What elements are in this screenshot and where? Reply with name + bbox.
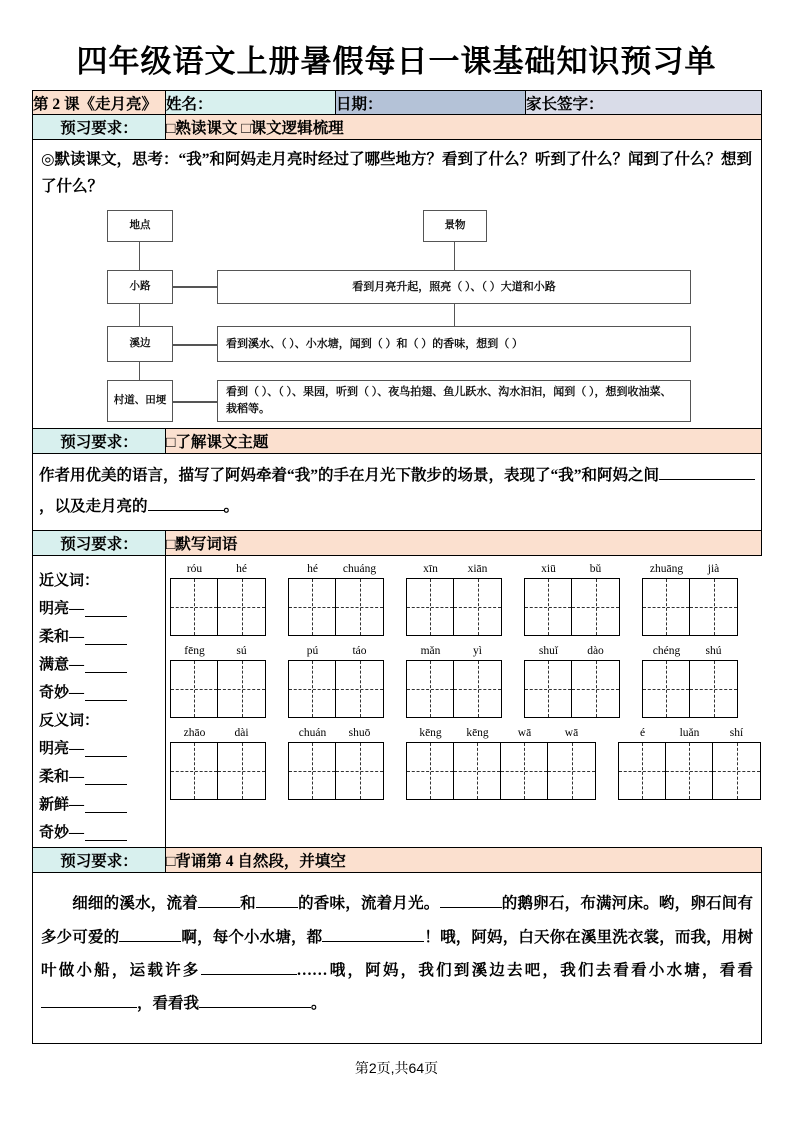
pinyin-syllable: zhāo bbox=[183, 727, 206, 740]
character-grid[interactable] bbox=[642, 578, 738, 636]
character-cell[interactable] bbox=[454, 743, 501, 799]
character-grid[interactable] bbox=[170, 742, 266, 800]
character-cell[interactable] bbox=[525, 579, 572, 635]
synonym-item-3 bbox=[39, 673, 165, 701]
pinyin-syllable: pú bbox=[306, 645, 319, 658]
character-grid[interactable] bbox=[170, 578, 266, 636]
pinyin-syllable: chéng bbox=[652, 645, 681, 658]
character-cell[interactable] bbox=[218, 579, 265, 635]
synonym-word-2: 满意— bbox=[39, 657, 85, 674]
character-cell[interactable] bbox=[407, 661, 454, 717]
antonym-word-2: 新鲜— bbox=[39, 797, 85, 814]
writing-grid-group bbox=[406, 725, 596, 800]
pinyin-syllable: kēng bbox=[419, 727, 442, 740]
req-items-3[interactable]: □默写词语 bbox=[166, 531, 762, 556]
diagram-cell bbox=[33, 140, 762, 429]
antonym-word-0: 明亮— bbox=[39, 741, 85, 758]
pinyin-syllable: dào bbox=[587, 645, 604, 658]
diagram-row bbox=[33, 140, 762, 429]
pinyin-syllable: luǎn bbox=[679, 727, 700, 740]
recite-blank-1[interactable] bbox=[198, 907, 240, 908]
theme-text-a: 作者用优美的语言，描写了阿妈牵着“我”的手在月光下散步的场景，表现了“我”和阿妈之间 bbox=[39, 467, 660, 485]
connector-row3-link bbox=[173, 401, 217, 402]
worksheet-table bbox=[32, 90, 762, 1044]
antonym-word-3: 奇妙— bbox=[39, 825, 85, 842]
character-grid[interactable] bbox=[288, 578, 384, 636]
pinyin-syllable: táo bbox=[352, 645, 367, 658]
diagram-scene-1: 看到月亮升起，照亮（ ）、（ ）大道和小路 bbox=[217, 270, 691, 304]
pinyin-syllable: yì bbox=[473, 645, 482, 658]
synonym-word-0: 明亮— bbox=[39, 601, 85, 618]
diagram-place-2: 溪边 bbox=[107, 326, 173, 362]
req-items-2[interactable]: □了解课文主题 bbox=[166, 429, 762, 454]
pinyin-syllable: wā bbox=[517, 727, 532, 740]
character-cell[interactable] bbox=[171, 579, 218, 635]
writing-grid-row bbox=[170, 561, 761, 641]
synonym-word-1: 柔和— bbox=[39, 629, 85, 646]
recite-passage bbox=[33, 873, 761, 1042]
pinyin-syllable: wā bbox=[564, 727, 579, 740]
writing-grid-group bbox=[524, 643, 620, 718]
character-grid[interactable] bbox=[406, 742, 596, 800]
parent-signature-field[interactable]: 家长签字： bbox=[526, 91, 762, 115]
pinyin-label bbox=[407, 643, 501, 660]
req-label-3: 预习要求： bbox=[33, 531, 166, 556]
synonym-word-3: 奇妙— bbox=[39, 685, 85, 702]
diagram-scene-3: 看到（ ）、（ ）、果园，听到（ ）、夜鸟拍翅、鱼儿跃水、沟水汩汩，闻到（ ），想到收油菜、栽稻等。 bbox=[217, 380, 691, 422]
requirement-row-4 bbox=[33, 848, 762, 873]
character-cell[interactable] bbox=[619, 743, 666, 799]
pinyin-label bbox=[643, 643, 737, 660]
character-cell[interactable] bbox=[572, 579, 619, 635]
requirement-row-1 bbox=[33, 115, 762, 140]
writing-grid-group bbox=[288, 561, 384, 636]
connector-scene-row2 bbox=[454, 304, 455, 326]
recite-p6: ！哦，阿妈，白天你在溪里洗衣裳，而我，用树叶做小船，运载许多 bbox=[41, 928, 753, 979]
character-cell[interactable] bbox=[572, 661, 619, 717]
character-cell[interactable] bbox=[548, 743, 595, 799]
pinyin-syllable: hé bbox=[307, 563, 318, 576]
pinyin-syllable: xīn bbox=[423, 563, 438, 576]
antonym-item-0 bbox=[39, 729, 165, 757]
pinyin-label bbox=[289, 725, 383, 742]
pinyin-syllable: zhuāng bbox=[649, 563, 684, 576]
writing-grid-group bbox=[618, 725, 761, 800]
requirement-row-3 bbox=[33, 531, 762, 556]
writing-grid-area bbox=[166, 556, 765, 847]
theme-row bbox=[33, 454, 762, 531]
recite-p7: ……哦，阿妈，我们到溪边去吧，我们去看看小水塘，看看 bbox=[296, 961, 753, 979]
synonym-antonym-list bbox=[33, 556, 166, 847]
character-cell[interactable] bbox=[525, 661, 572, 717]
writing-grid-group bbox=[406, 643, 502, 718]
pinyin-syllable: kēng bbox=[466, 727, 489, 740]
character-cell[interactable] bbox=[336, 579, 383, 635]
synonym-item-1 bbox=[39, 617, 165, 645]
page-footer: 第2页,共64页 bbox=[354, 1059, 439, 1076]
character-grid[interactable] bbox=[170, 660, 266, 718]
character-cell[interactable] bbox=[289, 579, 336, 635]
synonym-blank-2[interactable] bbox=[85, 657, 127, 673]
lesson-cell: 第 2 课《走月亮》 bbox=[33, 91, 166, 115]
writing-grid-group bbox=[642, 643, 738, 718]
req-label-1: 预习要求： bbox=[33, 115, 166, 140]
pinyin-syllable: chuán bbox=[298, 727, 327, 740]
req-label-2: 预习要求： bbox=[33, 429, 166, 454]
recite-blank-2[interactable] bbox=[256, 907, 298, 908]
character-cell[interactable] bbox=[713, 743, 760, 799]
character-grid[interactable] bbox=[288, 742, 384, 800]
character-cell[interactable] bbox=[171, 661, 218, 717]
recite-p2: 和 bbox=[239, 895, 256, 913]
character-cell[interactable] bbox=[690, 579, 737, 635]
character-grid[interactable] bbox=[618, 742, 761, 800]
pinyin-syllable: chuáng bbox=[342, 563, 377, 576]
writing-grid-group bbox=[288, 643, 384, 718]
recite-p4: 的鹅卵石，布满河床。哟，卵石间有多少可爱的 bbox=[41, 895, 753, 946]
recite-blank-7[interactable] bbox=[41, 1007, 137, 1008]
pinyin-syllable: jià bbox=[707, 563, 720, 576]
writing-grid-group bbox=[642, 561, 738, 636]
character-cell[interactable] bbox=[643, 661, 690, 717]
recite-p1: 细细的溪水，流着 bbox=[72, 895, 198, 913]
page-title: 四年级语文上册暑假每日一课基础知识预习单 bbox=[76, 44, 717, 79]
character-grid[interactable] bbox=[288, 660, 384, 718]
pinyin-label bbox=[407, 725, 595, 742]
character-cell[interactable] bbox=[690, 661, 737, 717]
recite-cell bbox=[33, 873, 762, 1043]
character-cell[interactable] bbox=[666, 743, 713, 799]
synonym-title: 近义词： bbox=[39, 573, 100, 590]
antonym-title: 反义词： bbox=[39, 713, 100, 730]
theme-blank-2[interactable] bbox=[148, 510, 224, 511]
theme-text-b: ，以及走月亮的 bbox=[39, 498, 148, 516]
recite-blank-6[interactable] bbox=[201, 974, 297, 975]
diagram-scene-2: 看到溪水、（ ）、小水塘，闻到（ ）和（ ）的香味，想到（ ） bbox=[217, 326, 691, 362]
pinyin-syllable: hé bbox=[236, 563, 247, 576]
pinyin-syllable: dài bbox=[234, 727, 249, 740]
character-grid[interactable] bbox=[642, 660, 738, 718]
diagram-place-3: 村道、田埂 bbox=[107, 380, 173, 422]
pinyin-syllable: mǎn bbox=[420, 645, 441, 658]
synonym-blank-0[interactable] bbox=[85, 601, 127, 617]
writing-grid-group bbox=[288, 725, 384, 800]
pinyin-label bbox=[619, 725, 760, 742]
header-row bbox=[33, 91, 762, 115]
character-cell[interactable] bbox=[407, 579, 454, 635]
theme-text-c: 。 bbox=[223, 498, 240, 516]
pinyin-syllable: shí bbox=[729, 727, 744, 740]
theme-cell bbox=[33, 454, 762, 531]
character-cell[interactable] bbox=[289, 661, 336, 717]
writing-grid-group bbox=[170, 561, 266, 636]
character-cell[interactable] bbox=[289, 743, 336, 799]
pinyin-label bbox=[289, 643, 383, 660]
date-field[interactable]: 日期： bbox=[336, 91, 526, 115]
req-items-4[interactable]: □背诵第 4 自然段，并填空 bbox=[166, 848, 762, 873]
pinyin-label bbox=[407, 561, 501, 578]
theme-blank-1[interactable] bbox=[659, 479, 755, 480]
pinyin-label bbox=[525, 561, 619, 578]
connector-scene-row1 bbox=[454, 242, 455, 270]
recite-p9: 。 bbox=[311, 995, 327, 1013]
pinyin-syllable: xiān bbox=[467, 563, 488, 576]
character-cell[interactable] bbox=[501, 743, 548, 799]
theme-paragraph bbox=[33, 454, 761, 530]
pinyin-label bbox=[171, 725, 265, 742]
antonym-word-1: 柔和— bbox=[39, 769, 85, 786]
req-label-4: 预习要求： bbox=[33, 848, 166, 873]
pinyin-syllable: shuō bbox=[348, 727, 371, 740]
writing-grid-row bbox=[170, 643, 761, 723]
pinyin-syllable: róu bbox=[186, 563, 203, 576]
recite-row bbox=[33, 873, 762, 1043]
writing-grid-group bbox=[406, 561, 502, 636]
character-cell[interactable] bbox=[454, 661, 501, 717]
character-grid[interactable] bbox=[524, 660, 620, 718]
pinyin-label bbox=[525, 643, 619, 660]
writing-grid-group bbox=[170, 643, 266, 718]
recite-p8: ，看看我 bbox=[137, 995, 200, 1013]
recite-blank-3[interactable] bbox=[440, 907, 502, 908]
antonym-item-3 bbox=[39, 813, 165, 841]
character-cell[interactable] bbox=[336, 661, 383, 717]
antonym-blank-3[interactable] bbox=[85, 825, 127, 841]
vocabulary-cell bbox=[33, 556, 762, 848]
recite-blank-8[interactable] bbox=[199, 1007, 311, 1008]
recite-p5: 啊，每个小水塘，都 bbox=[181, 928, 323, 946]
pinyin-syllable: xiū bbox=[541, 563, 556, 576]
synonym-blank-1[interactable] bbox=[85, 629, 127, 645]
vocabulary-row bbox=[33, 556, 762, 848]
connector-row2-link bbox=[173, 344, 217, 345]
character-cell[interactable] bbox=[336, 743, 383, 799]
character-cell[interactable] bbox=[643, 579, 690, 635]
req-items-1[interactable]: □熟读课文 □课文逻辑梳理 bbox=[166, 115, 762, 140]
pinyin-label bbox=[171, 561, 265, 578]
pinyin-syllable: fēng bbox=[184, 645, 205, 658]
logic-diagram bbox=[33, 204, 761, 424]
diagram-place-1: 小路 bbox=[107, 270, 173, 304]
pinyin-label bbox=[289, 561, 383, 578]
pinyin-label bbox=[171, 643, 265, 660]
connector-row1-link bbox=[173, 286, 217, 287]
name-field[interactable]: 姓名： bbox=[166, 91, 336, 115]
synonym-item-2 bbox=[39, 645, 165, 673]
pinyin-syllable: sú bbox=[236, 645, 247, 658]
writing-grid-row bbox=[170, 725, 761, 805]
writing-grid-group bbox=[524, 561, 620, 636]
synonym-blank-3[interactable] bbox=[85, 685, 127, 701]
antonym-blank-0[interactable] bbox=[85, 741, 127, 757]
writing-grid-group bbox=[170, 725, 266, 800]
diagram-head-right: 景物 bbox=[423, 210, 487, 242]
recite-blank-5[interactable] bbox=[322, 941, 424, 942]
antonym-blank-2[interactable] bbox=[85, 797, 127, 813]
recite-blank-4[interactable] bbox=[119, 941, 181, 942]
antonym-blank-1[interactable] bbox=[85, 769, 127, 785]
pinyin-syllable: shú bbox=[705, 645, 722, 658]
pinyin-label bbox=[643, 561, 737, 578]
recite-p3: 的香味，流着月光。 bbox=[297, 895, 440, 913]
character-cell[interactable] bbox=[171, 743, 218, 799]
reading-prompt: ◎默读课文，思考：“我”和阿妈走月亮时经过了哪些地方？看到了什么？听到了什么？闻到了什么？想到了什么？ bbox=[41, 151, 753, 196]
character-cell[interactable] bbox=[218, 661, 265, 717]
character-grid[interactable] bbox=[406, 578, 502, 636]
pinyin-syllable: é bbox=[639, 727, 646, 740]
pinyin-syllable: bǔ bbox=[589, 563, 602, 576]
character-cell[interactable] bbox=[407, 743, 454, 799]
antonym-item-2 bbox=[39, 785, 165, 813]
diagram-head-left: 地点 bbox=[107, 210, 173, 242]
pinyin-syllable: shuǐ bbox=[538, 645, 559, 658]
requirement-row-2 bbox=[33, 429, 762, 454]
character-cell[interactable] bbox=[454, 579, 501, 635]
character-grid[interactable] bbox=[524, 578, 620, 636]
character-cell[interactable] bbox=[218, 743, 265, 799]
synonym-item-0 bbox=[39, 589, 165, 617]
antonym-item-1 bbox=[39, 757, 165, 785]
character-grid[interactable] bbox=[406, 660, 502, 718]
